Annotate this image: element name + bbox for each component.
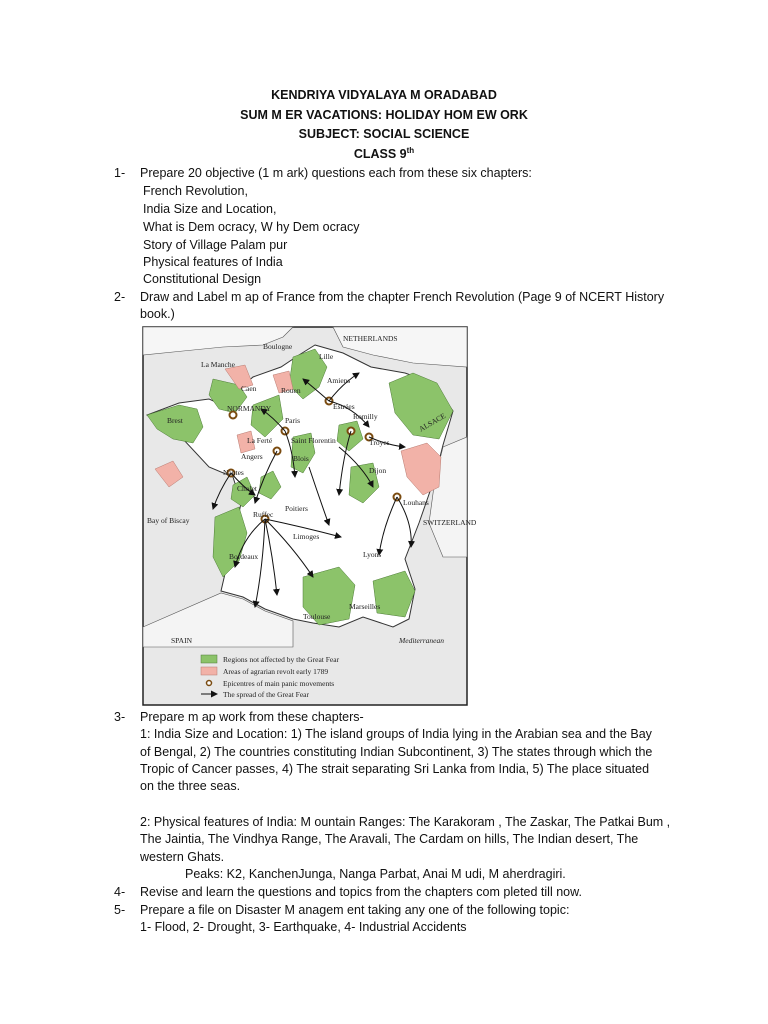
label-mediterranean: Mediterranean — [399, 636, 444, 645]
label-la-manche: La Manche — [201, 360, 235, 369]
item-5-number: 5- — [114, 903, 126, 917]
legend-green-label: Regions not affected by the Great Fear — [223, 655, 340, 664]
label-limoges: Limoges — [293, 532, 320, 541]
item-3-para1-line: 1: India Size and Location: 1) The island groups of India lying in the Arabian sea and the Bay — [140, 727, 652, 741]
subject-heading: SUBJECT: SOCIAL SCIENCE — [298, 127, 470, 141]
item-3-number: 3- — [114, 710, 126, 724]
class-label: CLASS 9 — [353, 147, 407, 162]
label-nantes: Nantes — [223, 468, 244, 477]
item-4-number: 4- — [114, 885, 126, 899]
item-3-para2-line: 2: Physical features of India: M ountain Ranges: The Karakoram , The Zaskar, The Patkai Bum , — [140, 815, 671, 829]
item-3-para2-line: western Ghats. — [140, 850, 225, 864]
label-brest: Brest — [167, 416, 183, 425]
label-bordeaux: Bordeaux — [229, 552, 259, 561]
legend-arrow-label: The spread of the Great Fear — [223, 690, 310, 699]
item-2-text-cont: book.) — [140, 307, 175, 321]
label-amiens: Amiens — [327, 376, 351, 385]
label-boulogne: Boulogne — [263, 342, 293, 351]
legend-pink-label: Areas of agrarian revolt early 1789 — [223, 667, 329, 676]
item-3-text: Prepare m ap work from these chapters- — [140, 710, 364, 724]
class-heading — [0, 146, 768, 161]
item-3-para1-line: Tropic of Cancer passes, 4) The strait separating Sri Lanka from India, 5) The place situated — [140, 762, 650, 776]
label-netherlands: NETHERLANDS — [343, 334, 398, 343]
chapter-item: Constitutional Design — [143, 272, 262, 286]
chapter-item: Story of Village Palam pur — [143, 238, 288, 252]
label-normandy: NORMANDY — [227, 404, 272, 413]
item-3-para1-line: of Bengal, 2) The countries constituting Indian Subcontinent, 3) The states through which the — [140, 745, 653, 759]
item-1-number: 1- — [114, 166, 126, 180]
legend-dot-swatch — [207, 681, 212, 686]
item-3-para2-line: The Jaintia, The Vindhya Range, The Aravali, The Cardam on hills, The Indian desert, The — [140, 832, 639, 846]
document-title: SUM M ER VACATIONS: HOLIDAY HOM EW ORK — [240, 108, 528, 122]
france-great-fear-map — [143, 327, 477, 705]
label-angers: Angers — [241, 452, 263, 461]
item-5-text: Prepare a file on Disaster M anagem ent taking any one of the following topic: — [140, 903, 570, 917]
label-blois: Blois — [293, 454, 309, 463]
chapter-item: French Revolution, — [143, 184, 248, 198]
item-2-text: Draw and Label m ap of France from the chapter French Revolution (Page 9 of NCERT History — [140, 290, 665, 304]
label-saint-florentin: Saint Florentin — [291, 436, 336, 445]
label-louhans: Louhans — [403, 498, 429, 507]
label-rouen: Rouen — [281, 386, 301, 395]
chapter-item: Physical features of India — [143, 255, 283, 269]
legend-green-swatch — [201, 655, 217, 663]
label-la-ferte: La Ferté — [247, 436, 273, 445]
label-toulouse: Toulouse — [303, 612, 331, 621]
item-3-peaks: Peaks: K2, KanchenJunga, Nanga Parbat, Anai M udi, M aherdragiri. — [185, 867, 566, 881]
label-bay-of-biscay: Bay of Biscay — [147, 516, 190, 525]
label-troyes: Troyes — [369, 438, 390, 447]
label-marseilles: Marseilles — [349, 602, 381, 611]
item-3-para1-line: on the three seas. — [140, 779, 241, 793]
label-paris: Paris — [285, 416, 300, 425]
legend-dot-label: Epicentres of main panic movements — [223, 679, 335, 688]
label-ruffec: Ruffec — [253, 510, 274, 519]
item-5-topics: 1- Flood, 2- Drought, 3- Earthquake, 4- Industrial Accidents — [140, 920, 467, 934]
label-dijon: Dijon — [369, 466, 387, 475]
label-caen: Caen — [241, 384, 257, 393]
label-lyons: Lyons — [363, 550, 382, 559]
label-switzerland: SWITZERLAND — [423, 518, 477, 527]
label-alsace: ALSACE — [417, 411, 448, 434]
label-cholet: Cholet — [237, 484, 257, 493]
chapter-item: India Size and Location, — [143, 202, 277, 216]
label-spain: SPAIN — [171, 636, 192, 645]
school-name: KENDRIYA VIDYALAYA M ORADABAD — [271, 88, 497, 102]
legend-pink-swatch — [201, 667, 217, 675]
chapter-item: What is Dem ocracy, W hy Dem ocracy — [143, 220, 360, 234]
label-estrees: Estrées — [333, 402, 355, 411]
item-2-number: 2- — [114, 290, 126, 304]
label-romilly: Romilly — [353, 412, 378, 421]
label-lille: Lille — [319, 352, 334, 361]
item-1-text: Prepare 20 objective (1 m ark) questions each from these six chapters: — [140, 166, 532, 180]
item-4-text: Revise and learn the questions and topics from the chapters com pleted till now. — [140, 885, 582, 899]
label-poitiers: Poitiers — [285, 504, 308, 513]
class-superscript: th — [406, 146, 415, 155]
